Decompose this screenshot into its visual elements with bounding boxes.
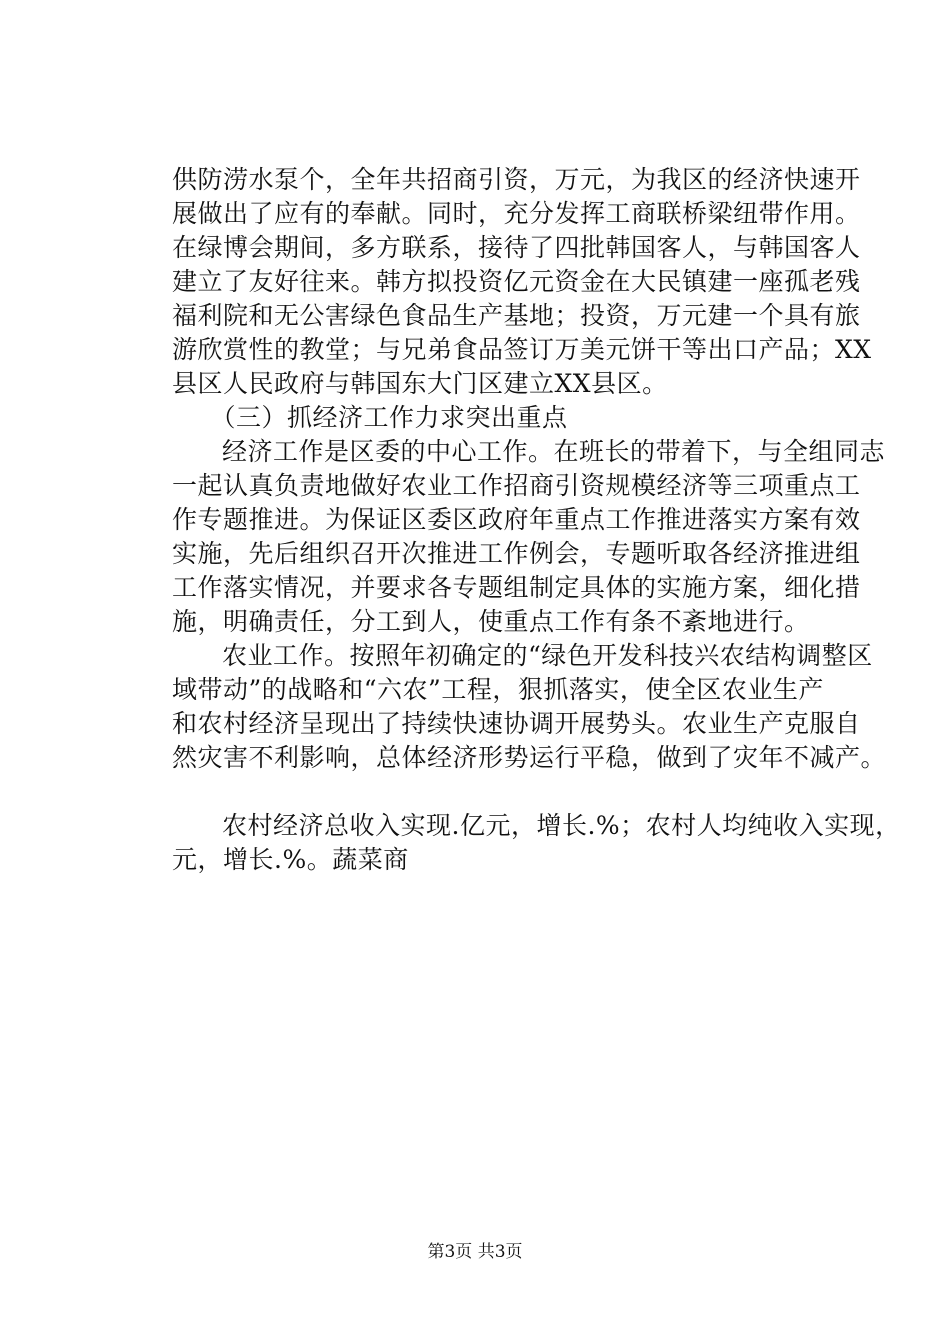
text-line: 和农村经济呈现出了持续快速协调开展势头。农业生产克服自: [172, 709, 861, 738]
text-line: 在绿博会期间，多方联系，接待了四批韩国客人，与韩国客人: [172, 233, 861, 262]
text-line: 作专题推进。为保证区委区政府年重点工作推进落实方案有效: [172, 505, 861, 534]
text-line: 工作落实情况，并要求各专题组制定具体的实施方案，细化措: [172, 573, 861, 602]
text-line: 域带动”的战略和“六农”工程，狠抓落实，使全区农业生产: [172, 675, 824, 704]
text-line: 建立了友好往来。韩方拟投资亿元资金在大民镇建一座孤老残: [172, 267, 861, 296]
text-line: 元，增长.%。蔬菜商: [172, 845, 409, 874]
document-body: [172, 163, 901, 877]
text-line: 实施，先后组织召开次推进工作例会，专题听取各经济推进组: [172, 539, 861, 568]
section-heading: （三）抓经济工作力求突出重点: [172, 403, 568, 432]
text-line: 供防涝水泵个，全年共招商引资，万元，为我区的经济快速开: [172, 165, 861, 194]
text-line: 游欣赏性的教堂；与兄弟食品签订万美元饼干等出口产品；XX: [172, 335, 872, 364]
text-line: 一起认真负责地做好农业工作招商引资规模经济等三项重点工: [172, 471, 861, 500]
text-line: 施，明确责任，分工到人，使重点工作有条不紊地进行。: [172, 607, 810, 636]
text-line: 福利院和无公害绿色食品生产基地；投资，万元建一个具有旅: [172, 301, 861, 330]
text-line: 然灾害不利影响，总体经济形势运行平稳，做到了灾年不减产。: [172, 743, 887, 772]
paragraph-first-line: 经济工作是区委的中心工作。在班长的带着下，与全组同志: [222, 437, 886, 466]
paragraph-first-line: 农业工作。按照年初确定的“绿色开发科技兴农结构调整区: [222, 641, 873, 670]
paragraph-gap: [172, 775, 792, 809]
paragraph-first-line: 农村经济总收入实现.亿元，增长.%；农村人均纯收入实现，: [222, 811, 901, 840]
text-line: 县区人民政府与韩国东大门区建立XX县区。: [172, 369, 668, 398]
text-line: 展做出了应有的奉献。同时，充分发挥工商联桥梁纽带作用。: [172, 199, 861, 228]
page-footer: 第3页 共3页: [427, 1242, 523, 1262]
